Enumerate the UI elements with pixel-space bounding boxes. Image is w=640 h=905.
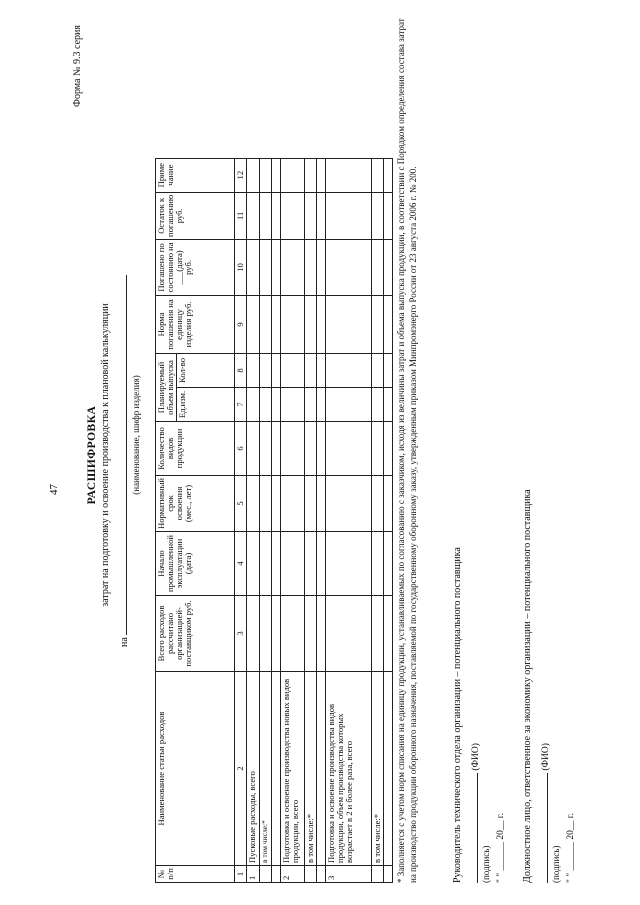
signer-1-line [468, 583, 481, 883]
col-num: 6 [235, 421, 247, 475]
col-header-repaid: Погашено по состоянию на ___(дата) руб. [156, 239, 235, 295]
fio-label: (ФИО) [541, 743, 551, 771]
col-num: 8 [235, 353, 247, 387]
signer-1-title: Руководитель технического отдела организации – потенциального поставщика [452, 547, 463, 883]
product-underline [117, 275, 127, 635]
row-item: Подготовка и освоение производства видов продукции, объем производства которых возрастает в 2 и более раза, всего [326, 672, 372, 866]
col-header-item: Наименование статьи расходов [156, 672, 235, 866]
table-blank-row [272, 158, 281, 882]
signature-label: (подпись) [551, 845, 561, 883]
col-header-term: Нормативный срок освоения (мес., лет) [156, 475, 235, 531]
col-header-note: Приме чание [156, 158, 235, 192]
col-header-start: Начало промышленной эксплуатации (дата) [156, 532, 235, 596]
col-header-no: № п/п [156, 866, 235, 883]
col-header-unit: Ед.изм. [177, 387, 235, 421]
col-num: 5 [235, 475, 247, 531]
signer-2-title: Должностное лицо, ответственное за экономику организации – потенциального поставщика [522, 489, 533, 883]
signature-label: (подпись) [481, 845, 491, 883]
table-subrow [305, 158, 317, 882]
row-item: Пусковые расходы, всего [247, 672, 260, 866]
col-num: 11 [235, 192, 247, 239]
fio-label: (ФИО) [471, 743, 481, 771]
col-num: 3 [235, 596, 247, 672]
col-header-balance: Остаток к погашению руб. [156, 192, 235, 239]
table-subrow [260, 158, 272, 882]
row-number: 2 [281, 866, 305, 883]
table-subrow [372, 158, 384, 882]
col-num: 12 [235, 158, 247, 192]
col-num: 4 [235, 532, 247, 596]
product-caption: (наименование, шифр изделия) [131, 375, 141, 495]
table-blank-row [317, 158, 326, 882]
doc-title: РАСШИФРОВКА [86, 405, 98, 505]
col-num: 9 [235, 295, 247, 353]
row-number: 3 [326, 866, 372, 883]
form-label: Форма № 9.3 серия [72, 25, 83, 107]
product-prefix: на [119, 637, 130, 647]
row-item: Подготовка и освоение производства новых видов продукции, всего [281, 672, 305, 866]
table-blank-row [384, 158, 393, 882]
row-subitem: в том числе:* [260, 672, 272, 866]
page-number: 47 [48, 484, 60, 495]
col-num: 1 [235, 866, 247, 883]
table-row [247, 158, 260, 882]
doc-subtitle: затрат на подготовку и освоение производства к плановой калькуляции [100, 303, 111, 607]
table-row [281, 158, 305, 882]
row-subitem: в том числе:* [372, 672, 384, 866]
col-num: 2 [235, 672, 247, 866]
footnote: * Заполняется с учетом норм списания на единицу продукции, устанавливаемых по согласованию с заказчиком, исходя из величины затрат и объема выпуска продукции, в соответствии с Порядком определения состава затрат на производство продукции оборонного назначения, поставляемой по государственному оборонному заказу, утвержденным приказом Минпромэнерго России от 23 августа 2006 г. № 200. [396, 18, 418, 883]
date-line: " " ______ 20__ г. [496, 813, 506, 883]
row-number: 1 [247, 866, 260, 883]
col-header-total: Всего расходов рассчитано организацией-поставщиком руб. [156, 596, 235, 672]
row-subitem: в том числе:* [305, 672, 317, 866]
col-header-norm: Норма погашения на единицу изделия руб. [156, 295, 235, 353]
col-header-planned: Планируемый объем выпуска [156, 353, 177, 421]
col-num: 10 [235, 239, 247, 295]
table-row [326, 158, 372, 882]
product-line [117, 227, 130, 647]
cost-table [155, 158, 393, 883]
signer-2-line [538, 583, 551, 883]
column-numbers-row [235, 158, 247, 882]
col-num: 7 [235, 387, 247, 421]
col-header-qty: Кол-во [177, 353, 235, 387]
date-line: " " ______ 20__ г. [566, 813, 576, 883]
col-header-types: Количество видов продукции [156, 421, 235, 475]
